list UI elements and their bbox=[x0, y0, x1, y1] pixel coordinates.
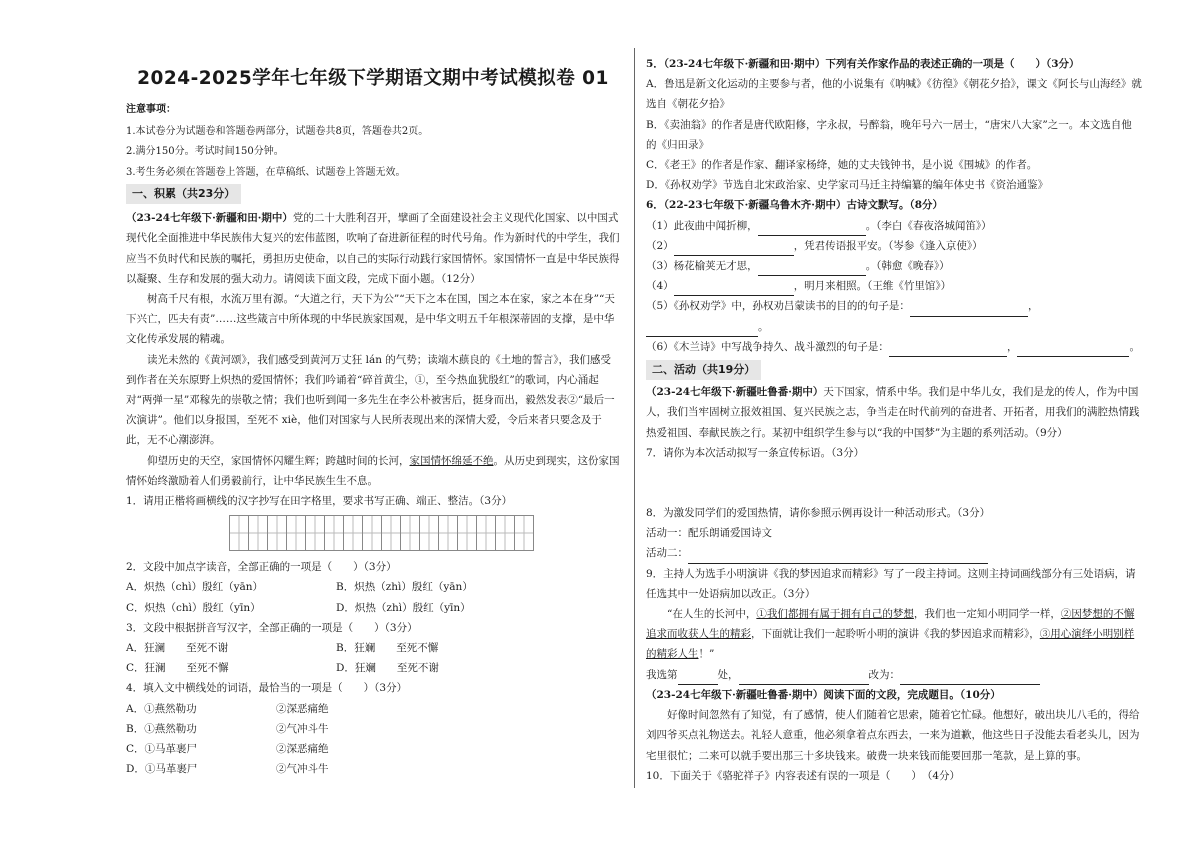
option-c[interactable]: C．《老王》的作者是作家、翻译家杨绛，她的丈夫钱钟书，是小说《围城》的作者。 bbox=[646, 159, 1038, 172]
source-tag: （23-24七年级下·新疆吐鲁番·期中） bbox=[646, 688, 824, 701]
question-1: 1．请用正楷将画横线的汉字抄写在田字格里，要求书写正确、端正、整洁。（3分） bbox=[126, 495, 513, 508]
underlined-sentence: ②因梦想的不懈追求而收获人生的精彩 bbox=[646, 608, 1135, 641]
option-c[interactable]: C．①马革裹尸 bbox=[126, 743, 198, 756]
option-b[interactable]: B．狂斓 至死不懈 bbox=[336, 642, 439, 655]
grid-cell[interactable] bbox=[419, 515, 439, 551]
question-3: 3．文段中根据拼音写汉字，全部正确的一项是（ ）（3分） bbox=[126, 621, 418, 634]
grid-cell[interactable] bbox=[229, 515, 249, 551]
option-d[interactable]: D．狂斓 至死不谢 bbox=[336, 662, 439, 675]
poem-text: （4） bbox=[646, 280, 674, 293]
answer-blank[interactable] bbox=[646, 322, 758, 337]
grid-cell[interactable] bbox=[495, 515, 515, 551]
grid-cell[interactable] bbox=[343, 515, 363, 551]
script-text: ，下面就让我们一起聆听小明的演讲《我的梦因追求而精彩》， bbox=[751, 628, 1040, 641]
answer-blank[interactable] bbox=[758, 221, 866, 236]
poem-text: （3）杨花榆荚无才思， bbox=[646, 260, 758, 273]
blank-marker: ① bbox=[414, 373, 426, 386]
grid-cell[interactable] bbox=[305, 515, 325, 551]
poem-text: （2） bbox=[646, 239, 674, 252]
section-heading: 二、活动（共19分） bbox=[646, 360, 761, 380]
passage-text: 。从历史到现实，这份家国情怀始终激励着人们勇毅前行，让中华民族生生不息。 bbox=[126, 454, 620, 487]
activity-two bbox=[646, 543, 1142, 563]
grid-cell[interactable] bbox=[248, 515, 268, 551]
answer-blank[interactable] bbox=[758, 261, 866, 276]
source-tag: 5．（23-24七年级下·新疆和田·期中） bbox=[646, 58, 826, 70]
source-tag: （23-24七年级下·新疆和田·期中） bbox=[126, 212, 293, 225]
option-d[interactable]: D．炽热（zhì）殷红（yīn） bbox=[336, 601, 471, 614]
passage-text: ，至今热血犹殷红”的歌词，内心涌起对“两弹一星”邓稼先的崇敬之情；我们也听到闻一多先生在李公朴被害后，挺身而出，毅然发表 bbox=[126, 373, 599, 407]
question-4: 4．填入文中横线处的词语，最恰当的一项是（ ）（3分） bbox=[126, 682, 408, 695]
script-text: ！” bbox=[698, 648, 715, 661]
blank-marker: ② bbox=[567, 394, 578, 407]
section-heading: 一、积累（共23分） bbox=[126, 184, 241, 204]
poem-text: （1）此夜曲中闻折柳， bbox=[646, 219, 758, 232]
host-script bbox=[646, 604, 1142, 665]
correction-line bbox=[646, 665, 1142, 685]
q4-options bbox=[126, 699, 620, 780]
note-item: 1.本试卷分为试题卷和答题卷两部分，试题卷共8页，答题卷共2页。 bbox=[126, 126, 429, 138]
note-item: 2.满分150分。考试时间150分钟。 bbox=[126, 146, 284, 158]
intro-text: 党的二十大胜利召开，擘画了全面建设社会主义现代化国家、以中国式现代化全面推进中华民族伟大复兴的宏伟蓝图，吹响了奋进新征程的时代号角。作为新时代的中学生，我们应当不负时代和民族的嘱托，勇担历史使命，以自己的实际行动践行家国情怀。家国情怀一直是中华民族得以凝聚、生存和发展的强大动力。请阅读下面文段，完成下面小题。（12分） bbox=[126, 212, 620, 285]
option-d[interactable]: D．①马革裹尸 bbox=[126, 763, 198, 776]
q2-options bbox=[126, 577, 620, 617]
poem-text: 。（韩愈《晚春》） bbox=[865, 260, 950, 273]
poem-text: 。（李白《春夜洛城闻笛》） bbox=[865, 219, 992, 232]
passage-paragraph: 树高千尺有根，水流万里有源。“大道之行，天下为公”“天下之本在国，国之本在家，家之本在身”“天下兴亡，匹夫有责”……这些箴言中所体现的中华民族家国观，是中华文明五千年根深蒂固的支撑，是中华文化传承发展的精魂。 bbox=[126, 293, 615, 346]
column-divider bbox=[634, 48, 635, 788]
option-b[interactable]: B．炽热（zhì）殷红（yān） bbox=[336, 581, 473, 594]
grid-cell[interactable] bbox=[267, 515, 287, 551]
right-content bbox=[646, 54, 1142, 786]
tianzige-grid[interactable] bbox=[230, 515, 620, 551]
option-a[interactable]: A．炽热（chì）殷红（yān） bbox=[126, 581, 264, 594]
script-text: “在人生的长河中， bbox=[667, 608, 757, 621]
grid-cell[interactable] bbox=[362, 515, 382, 551]
poem-item bbox=[646, 256, 1142, 276]
option-d[interactable]: D．《孙权劝学》节选自北宋政治家、史学家司马迁主持编纂的编年体史书《资治通鉴》 bbox=[646, 179, 1049, 192]
source-tag: 6．（22-23七年级下·新疆乌鲁木齐·期中） bbox=[646, 199, 847, 212]
answer-blank[interactable] bbox=[910, 302, 1028, 317]
option-a[interactable]: A．①燕然勒功 bbox=[126, 702, 197, 715]
option-b[interactable]: B．①燕然勒功 bbox=[126, 722, 197, 735]
poem-item bbox=[646, 216, 1142, 236]
question-2: 2．文段中加点字读音，全部正确的一项是（ ）（3分） bbox=[126, 561, 397, 574]
grid-cell[interactable] bbox=[438, 515, 458, 551]
option-b-2: ②气冲斗牛 bbox=[276, 722, 329, 735]
intro-paragraph bbox=[126, 208, 620, 289]
underlined-phrase: 家国情怀绵延不绝 bbox=[409, 454, 494, 467]
answer-space[interactable] bbox=[646, 463, 1142, 503]
activity-one: 活动一：配乐朗诵爱国诗文 bbox=[646, 527, 772, 540]
exam-title: 2024-2025学年七年级下学期语文期中考试模拟卷 01 bbox=[137, 68, 609, 89]
question-7: 7．请你为本次活动拟写一条宣传标语。（3分） bbox=[646, 446, 865, 459]
passage-text: 读光未然的《黄河颂》，我们感受到黄河万丈狂 lán 的气势；读端木蕻良的《土地的誓言》，我们感受到作者在关东原野上炽热的爱国情怀；我们吟诵着“碎首黄尘， bbox=[126, 353, 612, 386]
option-d-2: ②气冲斗牛 bbox=[276, 763, 329, 776]
option-a-2: ②深恶痛绝 bbox=[276, 702, 329, 715]
section1 bbox=[126, 184, 620, 779]
passage-text: “最后一次演讲”。他们以身报国，至死不 xiè，他们对国家与人民所表现出来的深情大爱，令后来者只要念及于此，无不心潮澎湃。 bbox=[126, 394, 615, 447]
option-a[interactable]: A．鲁迅是新文化运动的主要参与者，他的小说集有《呐喊》《彷徨》《朝花夕拾》，课文《阿长与山海经》就选自《朝花夕拾》 bbox=[646, 78, 1142, 111]
option-c[interactable]: C．炽热（chì）殷红（yīn） bbox=[126, 601, 261, 614]
answer-blank[interactable] bbox=[674, 281, 794, 296]
question-10: 10．下面关于《骆驼祥子》内容表述有误的一项是（ ） （4分） bbox=[646, 769, 961, 782]
question-text: 古诗文默写。（8分） bbox=[846, 199, 944, 212]
passage-paragraph bbox=[126, 451, 620, 491]
reading-intro bbox=[646, 685, 1142, 705]
grid-cell[interactable] bbox=[286, 515, 306, 551]
poem-text: （5）《孙权劝学》中，孙权劝吕蒙读书的目的的句子是： bbox=[646, 300, 910, 313]
answer-blank[interactable] bbox=[688, 549, 988, 564]
option-c-2: ②深恶痛绝 bbox=[276, 743, 329, 756]
choose-label: 我选第 bbox=[646, 668, 678, 681]
notes-block bbox=[126, 100, 620, 183]
underlined-sentence: ③用心演绎小明别样的精彩人生 bbox=[646, 628, 1135, 661]
poem-item: （5）《孙权劝学》中，孙权劝吕蒙读书的目的的句子是： ，。 bbox=[646, 296, 1142, 336]
grid-cell[interactable] bbox=[514, 515, 534, 551]
poem-item bbox=[646, 236, 1142, 256]
option-a[interactable]: A．狂澜 至死不谢 bbox=[126, 642, 229, 655]
source-tag: （23-24七年级下·新疆吐鲁番·期中） bbox=[646, 386, 824, 399]
question-text: 下列有关作家作品的表述正确的一项是（ ）（3分） bbox=[825, 58, 1080, 70]
answer-blank[interactable] bbox=[739, 670, 869, 685]
answer-blank[interactable] bbox=[900, 670, 1040, 685]
change-label: 改为： bbox=[868, 668, 900, 681]
passage-text: 仰望历史的天空，家国情怀闪耀生辉；跨越时间的长河， bbox=[147, 454, 410, 467]
grid-cell[interactable] bbox=[324, 515, 344, 551]
reading-instruction: 阅读下面的文段，完成题目。（10分） bbox=[823, 688, 1001, 701]
grid-cell[interactable] bbox=[476, 515, 496, 551]
option-c[interactable]: C．狂澜 至死不懈 bbox=[126, 662, 229, 675]
question-5 bbox=[646, 54, 1142, 74]
reading-passage: 好像时间忽然有了知觉，有了感情，使人们随着它思索，随着它忙碌。他想好，破出块儿八毛的，得给刘四爷买点礼物送去。礼轻人意重，他必须拿着点东西去，一来为道歉，他这些日子没能去看老头儿，因为宅里很忙；二来可以就手要出那三十多块钱来。破费一块来钱而能要回那一笔款，是上算的事。 bbox=[646, 709, 1140, 762]
question-8: 8．为激发同学们的爱国热情，请你参照示例再设计一种活动形式。（3分） bbox=[646, 507, 991, 520]
question-9: 9．主持人为选手小明演讲《我的梦因追求而精彩》写了一段主持词。这则主持词画线部分有三处语病，请任选其中一处语病加以改正。（3分） bbox=[646, 567, 1136, 600]
place-label: 处， bbox=[717, 668, 739, 681]
note-item: 3.考生务必须在答题卷上答题，在草稿纸、试题卷上答题无效。 bbox=[126, 166, 406, 178]
notes-heading: 注意事项： bbox=[126, 104, 176, 115]
answer-blank[interactable] bbox=[678, 670, 718, 685]
grid-cell[interactable] bbox=[381, 515, 401, 551]
answer-blank[interactable] bbox=[674, 241, 794, 256]
answer-blank[interactable] bbox=[1017, 342, 1129, 357]
passage-paragraph bbox=[126, 350, 620, 451]
underlined-sentence: ①我们都拥有属于拥有自己的梦想 bbox=[756, 608, 914, 621]
poem-text: ，明月来相照。（王维《竹里馆》） bbox=[793, 280, 952, 293]
activity-label: 活动二： bbox=[646, 547, 688, 560]
poem-item bbox=[646, 276, 1142, 296]
activity-intro bbox=[646, 382, 1142, 443]
option-b[interactable]: B．《卖油翁》的作者是唐代欧阳修，字永叔，号醉翁，晚年号六一居士，“唐宋八大家”之一。本文选自他的《归田录》 bbox=[646, 118, 1132, 151]
poem-text: ，凭君传语报平安。（岑参《逢入京使》） bbox=[793, 239, 983, 252]
activity-text: 天下国家，情系中华。我们是中华儿女，我们是龙的传人，作为中国人，我们当牢固树立报效祖国、复兴民族之志，争当走在时代前列的奋进者、开拓者，用我们的满腔热情践热爱祖国、奉献民族之行。某初中组织学生参与以“我的中国梦”为主题的系列活动。（9分） bbox=[646, 386, 1140, 439]
script-text: ，我们也一定知小明同学一样， bbox=[913, 608, 1061, 621]
poem-item: （6）《木兰诗》中写战争持久、战斗激烈的句子是： ， 。 bbox=[646, 337, 1142, 357]
poem-text: （6）《木兰诗》中写战争持久、战斗激烈的句子是： bbox=[646, 340, 889, 353]
q3-options bbox=[126, 638, 620, 678]
grid-cell[interactable] bbox=[400, 515, 420, 551]
answer-blank[interactable] bbox=[889, 342, 1007, 357]
grid-cell[interactable] bbox=[457, 515, 477, 551]
question-6 bbox=[646, 195, 1142, 215]
